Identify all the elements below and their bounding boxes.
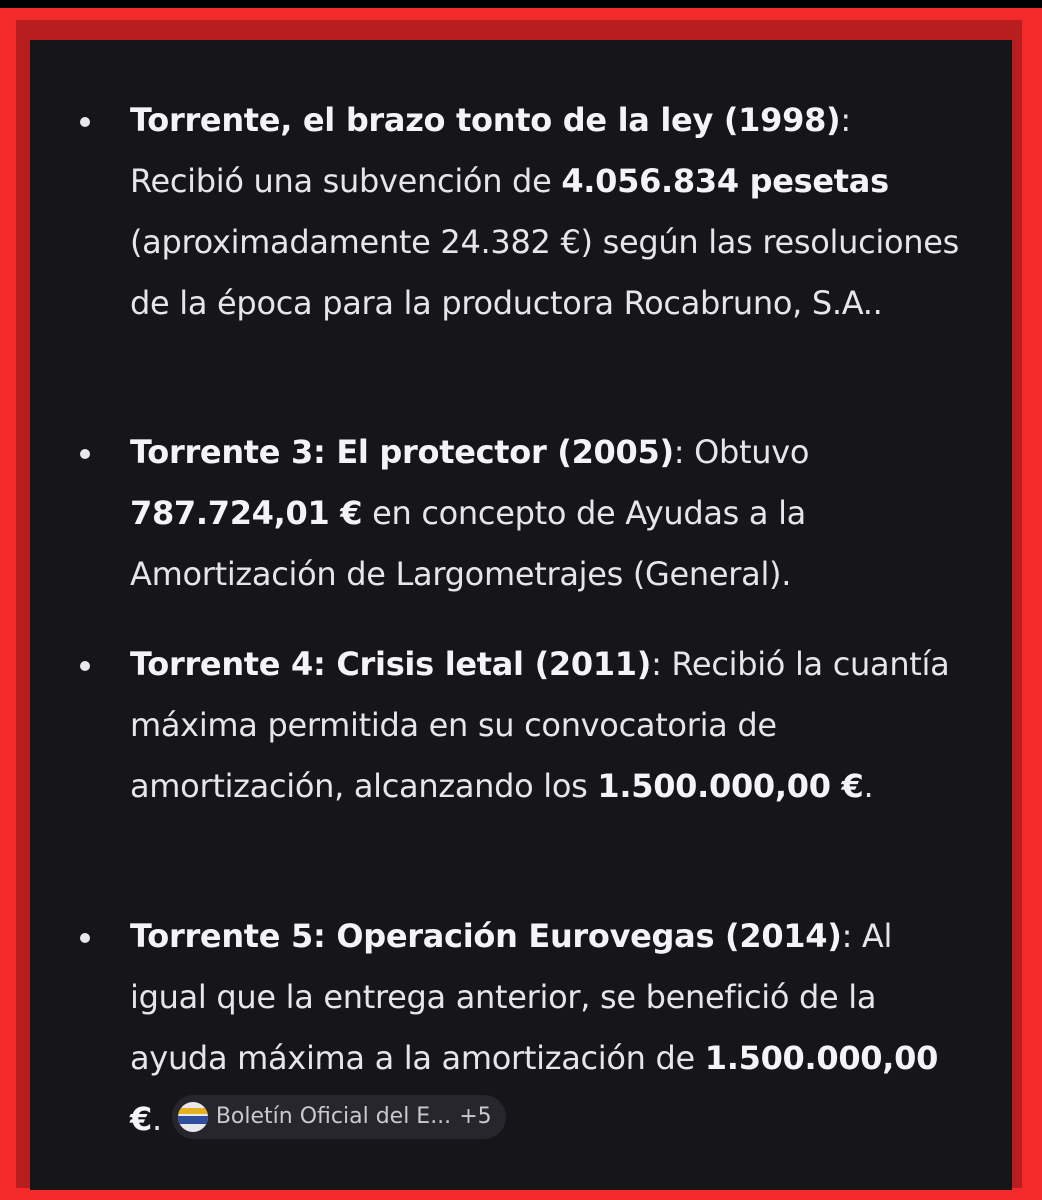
item-title: Torrente 4: Crisis letal (2011) xyxy=(130,645,652,683)
list-item-text: Torrente, el brazo tonto de la ley (1998): Recibió una subvención de 4.056.834 pesetas (aproximadamente 24.382 €) según las resoluciones de la época para la productora Rocabruno, S.A.. xyxy=(130,101,960,322)
item-amount: 1.500.000,00 € xyxy=(130,1039,939,1138)
item-title: Torrente 3: El protector (2005) xyxy=(130,433,674,471)
bullet-icon xyxy=(80,449,90,459)
list-item-text: Torrente 5: Operación Eurovegas (2014): Al igual que la entrega anterior, se benefició de la ayuda máxima a la amortización de 1.500.000,00 €. Boletín Oficial del E... +5 xyxy=(130,917,939,1138)
item-amount: 787.724,01 € xyxy=(130,494,363,532)
bullet-icon xyxy=(80,661,90,671)
boe-logo-icon xyxy=(178,1102,208,1132)
source-chip-count: +5 xyxy=(459,1104,492,1129)
red-border-frame xyxy=(0,8,1042,1200)
response-panel xyxy=(30,40,1012,1190)
bullet-icon xyxy=(80,117,90,127)
source-chip-label: Boletín Oficial del E... xyxy=(215,1104,452,1129)
item-title: Torrente, el brazo tonto de la ley (1998) xyxy=(130,101,841,139)
item-amount: 4.056.834 pesetas xyxy=(561,162,889,200)
item-title: Torrente 5: Operación Eurovegas (2014) xyxy=(130,917,842,955)
list-item-text: Torrente 4: Crisis letal (2011): Recibió la cuantía máxima permitida en su convocatoria de amortización, alcanzando los 1.500.000,00 €. xyxy=(130,645,950,805)
bullet-icon xyxy=(80,933,90,943)
source-chip[interactable] xyxy=(172,1095,506,1139)
list-item-text: Torrente 3: El protector (2005): Obtuvo 787.724,01 € en concepto de Ayudas a la Amortización de Largometrajes (General). xyxy=(130,433,810,593)
item-amount: 1.500.000,00 € xyxy=(597,767,864,805)
